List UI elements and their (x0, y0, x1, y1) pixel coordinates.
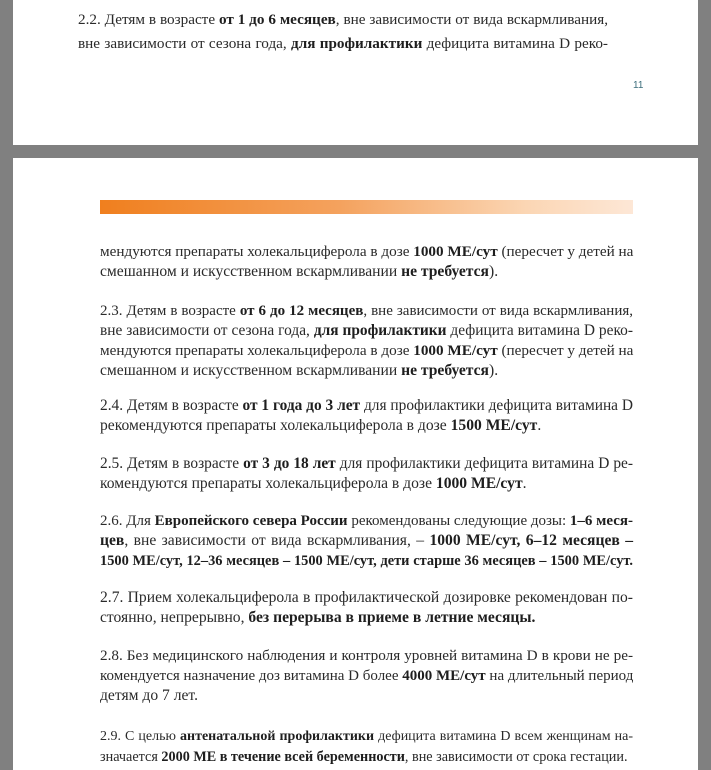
text-run: дефицита витамина D всем женщинам на- (374, 729, 634, 744)
bold-text: 1–6 меся- (569, 513, 634, 529)
text-line (100, 686, 633, 706)
text-run: значается (100, 749, 162, 765)
text-line (100, 646, 633, 666)
text-line (100, 321, 633, 341)
text-line (100, 511, 633, 531)
text-run: . (522, 475, 527, 492)
text-line (100, 242, 633, 262)
text-run: рекомендуются препараты холекальциферола в дозе (100, 417, 451, 434)
text-line (100, 301, 633, 321)
text-line (78, 10, 608, 30)
text-run: 2.8. Без медицинского наблюдения и контроля уровней витамина D в крови не ре- (100, 647, 633, 664)
text-line (100, 608, 633, 628)
text-line (100, 666, 633, 686)
bold-text: от 1 года до 3 лет (242, 397, 361, 414)
text-run: для профилактики дефицита витамина D (360, 397, 633, 414)
text-line (100, 454, 633, 474)
bold-text: для профилактики (313, 322, 447, 339)
bold-text: 1000 МЕ/сут, 6–12 месяцев – (429, 532, 633, 549)
text-run: детям до 7 лет. (100, 687, 198, 704)
page-number: 11 (633, 80, 644, 91)
text-run: дефицита витамина D реко- (446, 322, 633, 339)
bold-text: от 6 до 12 месяцев (239, 303, 364, 319)
bold-text: от 1 до 6 месяцев (218, 11, 336, 28)
text-line (78, 34, 608, 54)
bold-text: для профилактики (291, 35, 423, 52)
text-run: , вне зависимости от вида вскармливания, (363, 303, 633, 319)
bold-text: 2000 МЕ в течение всей беременности (161, 749, 405, 765)
bold-text: Европейского севера России (154, 513, 348, 529)
text-line (100, 361, 633, 381)
text-run: 2.3. Детям в возрасте (100, 303, 240, 319)
bold-text: 1500 МЕ/сут, 12–36 месяцев – 1500 МЕ/сут, дети старше 36 месяцев – 1500 МЕ/сут. (100, 553, 633, 569)
text-run: смешанном и искусственном вскармливании (100, 263, 402, 280)
text-run: мендуются препараты холекальциферола в дозе (100, 342, 414, 359)
text-run: (пересчет у детей на (497, 243, 634, 260)
text-line (100, 588, 633, 608)
text-run: смешанном и искусственном вскармливании (100, 362, 402, 379)
text-run: , вне зависимости от срока гестации. (404, 749, 628, 765)
text-run: комендуется назначение доз витамина D более (100, 668, 403, 684)
text-line (100, 747, 633, 767)
text-run: (пересчет у детей на (497, 342, 634, 359)
text-run: 2.5. Детям в возрасте (100, 455, 244, 472)
text-line (100, 727, 633, 747)
bold-text: 1500 МЕ/сут (450, 417, 538, 434)
text-run: ). (489, 362, 499, 379)
text-run: дефицита витамина D реко- (422, 35, 608, 52)
bold-text: от 3 до 18 лет (243, 455, 336, 472)
text-run: . (537, 417, 542, 434)
bold-text: 4000 МЕ/сут (402, 668, 486, 684)
text-line (100, 474, 633, 494)
text-line (100, 396, 633, 416)
text-run: 2.7. Прием холекальциферола в профилактической дозировке рекомендован по- (100, 589, 633, 606)
bold-text: антенатальной профилактики (180, 729, 375, 744)
bold-text: не требуется (401, 362, 489, 379)
text-line (100, 416, 633, 436)
text-run: , вне зависимости от вида вскармливания, (335, 11, 608, 28)
bold-text: без перерыва в приеме в летние месяцы. (248, 609, 536, 626)
bold-text: 1000 МЕ/сут (413, 342, 498, 359)
text-line (100, 531, 633, 551)
text-run: 2.4. Детям в возрасте (100, 397, 243, 414)
text-run: 2.2. Детям в возрасте (78, 11, 219, 28)
text-run: 2.9. С целью (100, 729, 180, 744)
document-page-upper (13, 0, 698, 145)
bold-text: не требуется (401, 263, 489, 280)
text-run: ). (489, 263, 499, 280)
text-run: вне зависимости от сезона года, (78, 35, 292, 52)
orange-header-bar (100, 200, 633, 214)
text-line (100, 341, 633, 361)
text-run: мендуются препараты холекальциферола в дозе (100, 243, 414, 260)
text-line (100, 551, 633, 571)
text-run: на длительный период (485, 668, 634, 684)
text-run: 2.6. Для (100, 513, 155, 529)
text-run: для профилактики дефицита витамина D ре- (335, 455, 633, 472)
bold-text: цев (100, 532, 125, 549)
text-run: рекомендованы следующие дозы: (347, 513, 570, 529)
text-run: вне зависимости от сезона года, (100, 322, 314, 339)
text-run: стоянно, непрерывно, (100, 609, 249, 626)
text-run: , вне зависимости от вида вскармливания, – (124, 532, 430, 549)
document-page-lower (13, 158, 698, 770)
bold-text: 1000 МЕ/сут (435, 475, 523, 492)
bold-text: 1000 МЕ/сут (413, 243, 498, 260)
text-run: комендуются препараты холекальциферола в дозе (100, 475, 436, 492)
text-line (100, 262, 633, 282)
